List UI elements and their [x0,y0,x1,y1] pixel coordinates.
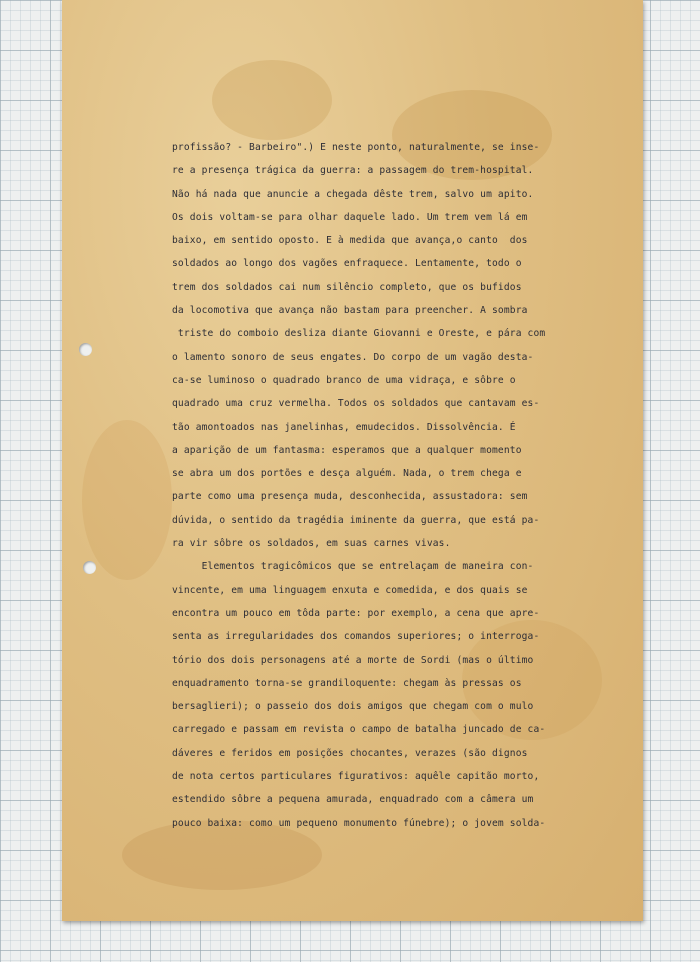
text-line: encontra um pouco em tôda parte: por exemplo, a cena que apre- [172,607,540,619]
text-line: profissão? - Barbeiro".) E neste ponto, naturalmente, se inse- [172,142,540,153]
text-line: Os dois voltam-se para olhar daquele lado. Um trem vem lá em [172,211,528,223]
text-line: quadrado uma cruz vermelha. Todos os soldados que cantavam es- [172,398,540,410]
text-line: dúvida, o sentido da tragédia iminente da guerra, que está pa- [172,514,540,526]
text-line: de nota certos particulares figurativos: aquêle capitão morto, [172,771,540,783]
text-line: Não há nada que anuncie a chegada dêste trem, salvo um apito. [172,188,534,200]
text-line: o lamento sonoro de seus engates. Do corpo de um vagão desta- [172,351,534,363]
text-line: re a presença trágica da guerra: a passagem do trem-hospital. [172,165,534,177]
text-line: dáveres e feridos em posições chocantes, verazes (são dignos [172,747,528,759]
text-line: da locomotiva que avança não bastam para preencher. A sombra [172,305,528,317]
text-line: soldados ao longo dos vagões enfraquece. Lentamente, todo o [172,258,522,270]
text-line: carregado e passam em revista o campo de batalha juncado de ca- [172,724,546,736]
text-line: triste do comboio desliza diante Giovanni e Oreste, e pára com [172,328,546,340]
punch-hole [83,561,96,574]
text-line: ca-se luminoso o quadrado branco de uma vidraça, e sôbre o [172,374,516,386]
paper-stain [212,60,332,140]
text-line: pouco baixa: como um pequeno monumento fúnebre); o jovem solda- [172,817,546,829]
paper-stain [82,420,172,580]
text-line: trem dos soldados cai num silêncio completo, que os bufidos [172,281,522,293]
text-line: ra vir sôbre os soldados, em suas carnes vivas. [172,538,451,550]
text-line: parte como uma presença muda, desconhecida, assustadora: sem [172,491,528,503]
text-line: tório dos dois personagens até a morte de Sordi (mas o último [172,654,534,666]
text-line: se abra um dos portões e desça alguém. Nada, o trem chega e [172,468,522,480]
text-line: tão amontoados nas janelinhas, emudecidos. Dissolvência. É [172,421,516,433]
text-line: vincente, em uma linguagem enxuta e comedida, e dos quais se [172,584,528,596]
body-text [172,136,622,835]
text-line: baixo, em sentido oposto. E à medida que avança,o canto dos [172,235,528,247]
text-line: estendido sôbre a pequena amurada, enquadrado com a câmera um [172,794,534,806]
punch-hole [79,343,92,356]
typewritten-page [62,0,643,921]
text-line: senta as irregularidades dos comandos superiores; o interroga- [172,631,540,643]
text-line: a aparição de um fantasma: esperamos que a qualquer momento [172,444,522,456]
text-line: enquadramento torna-se grandiloquente: chegam às pressas os [172,677,522,689]
text-line: Elementos tragicômicos que se entrelaçam de maneira con- [172,561,534,573]
text-line: bersaglieri); o passeio dos dois amigos que chegam com o mulo [172,701,534,713]
